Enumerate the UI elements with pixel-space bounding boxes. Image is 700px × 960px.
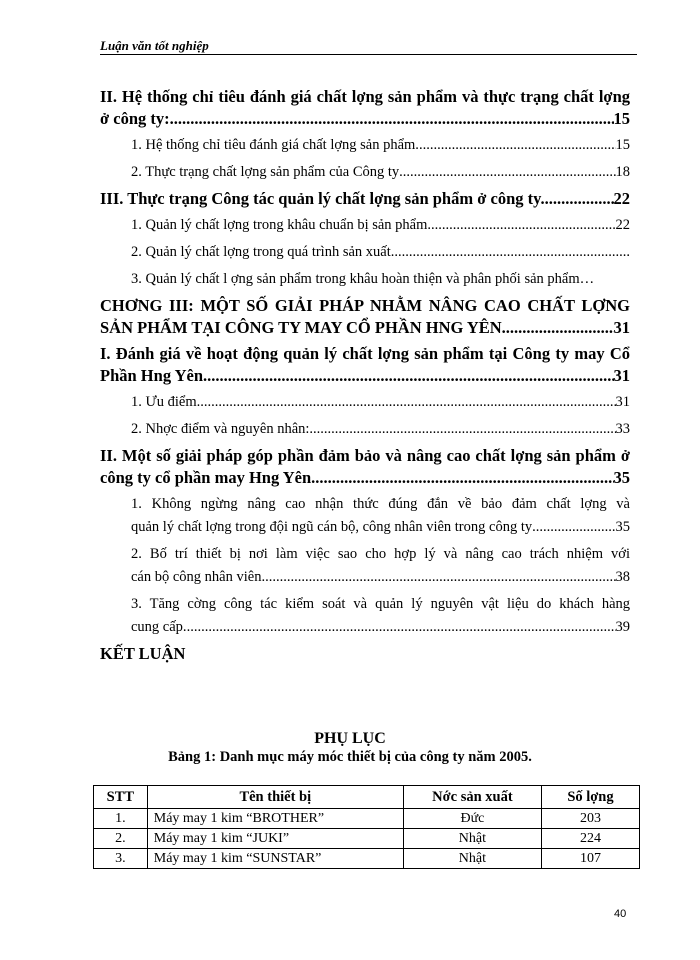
- toc-entry: [100, 188, 630, 210]
- table-cell: 1.: [94, 809, 148, 829]
- table-row: [94, 829, 640, 849]
- column-header: STT: [94, 786, 148, 809]
- toc-leader-dots: [311, 467, 613, 489]
- table-cell: 224: [541, 829, 639, 849]
- toc-entry-text: cán bộ công nhân viên.: [131, 569, 266, 585]
- table-cell: Máy may 1 kim “JUKI”: [147, 829, 403, 849]
- toc-page-number: 38: [615, 569, 630, 585]
- toc-entry-text: quản lý chất lợng trong đội ngũ cán bộ, công nhân viên trong công ty: [131, 519, 533, 535]
- toc-entry-text: 2. Bố trí thiết bị nơi làm việc sao cho hợp lý và nâng cao trách nhiệm với: [131, 546, 630, 562]
- toc-entry: [100, 391, 630, 414]
- toc-entry-line: [100, 108, 630, 130]
- toc-entry-line: [100, 365, 630, 387]
- toc-entry-line: [100, 214, 630, 237]
- table-row: [94, 849, 640, 869]
- toc-entry-text: 3. Tăng cờng công tác kiểm soát và quản lý nguyên vật liệu do khách hàng: [131, 596, 630, 612]
- toc-page-number: 15: [613, 109, 630, 128]
- toc-entry-text: ở công ty:: [100, 109, 170, 128]
- toc-entry-line: [100, 566, 630, 589]
- toc-entry-text: 1. Hệ thống chỉ tiêu đánh giá chất lợng sản phẩm.: [131, 137, 419, 153]
- toc-page-number: 18: [615, 164, 630, 180]
- toc-entry-line: [100, 161, 630, 184]
- toc-entry-text: 2. Nhợc điểm và nguyên nhân:: [131, 421, 310, 437]
- toc-entry-line: [100, 188, 630, 210]
- column-header: Tên thiết bị: [147, 786, 403, 809]
- toc-page-number: 22: [615, 217, 630, 233]
- table-cell: Máy may 1 kim “SUNSTAR”: [147, 849, 403, 869]
- table-cell: Máy may 1 kim “BROTHER”: [147, 809, 403, 829]
- running-header: Luận văn tốt nghiệp: [100, 38, 209, 53]
- toc-entry-text: 1. Ưu điểm: [131, 394, 197, 410]
- equipment-table: [93, 785, 640, 869]
- toc-entry: [100, 418, 630, 441]
- table-cell: 107: [541, 849, 639, 869]
- toc-entry: [100, 86, 630, 130]
- toc-leader-dots: [532, 516, 615, 539]
- table-cell: Nhật: [403, 829, 541, 849]
- header-rule: [100, 54, 637, 55]
- toc-page-number: 31: [613, 366, 630, 385]
- table-row: [94, 809, 640, 829]
- appendix-title: PHỤ LỤC: [314, 730, 386, 747]
- toc-entry-text: II. Một số giải pháp góp phần đảm bảo và nâng cao chất lợng sản phẩm ở: [100, 446, 630, 465]
- toc-entry-text: 3. Quản lý chất l ợng sản phẩm trong khâu hoàn thiện và phân phối sản phẩm…: [131, 271, 595, 287]
- toc-leader-dots: [170, 108, 614, 130]
- toc-page-number: 31: [615, 394, 630, 410]
- table-cell: 2.: [94, 829, 148, 849]
- toc-entry-line: [100, 467, 630, 489]
- toc-entry-text: SẢN PHẨM TẠI CÔNG TY MAY CỔ PHẦN HNG YÊN: [100, 318, 502, 337]
- toc-entry-text: cung cấp.: [131, 619, 187, 635]
- toc-entry: [100, 241, 630, 264]
- table-of-contents: [100, 86, 630, 665]
- column-header: Nớc sản xuất: [403, 786, 541, 809]
- toc-entry: [100, 543, 630, 589]
- toc-leader-dots: [502, 317, 614, 339]
- toc-entry-text: 1. Không ngừng nâng cao nhận thức đúng đắn về bảo đảm chất lợng và: [131, 496, 630, 512]
- toc-entry: [100, 214, 630, 237]
- toc-page-number: 35: [615, 519, 630, 535]
- toc-entry-line: [100, 134, 630, 157]
- column-header: Số lợng: [541, 786, 639, 809]
- toc-entry-text: công ty cổ phần may Hng Yên: [100, 468, 312, 487]
- toc-entry-line: [100, 418, 630, 441]
- toc-leader-dots: [309, 418, 615, 441]
- toc-entry-text: 2. Thực trạng chất lợng sản phẩm của Công ty: [131, 164, 400, 180]
- toc-page-number: 39: [615, 619, 630, 635]
- toc-leader-dots: [399, 161, 615, 184]
- toc-page-number: 22: [613, 189, 630, 208]
- toc-leader-dots: [265, 566, 615, 589]
- toc-entry-text: CHƠNG III: MỘT SỐ GIẢI PHÁP NHẰM NÂNG CAO CHẤT LỢNG: [100, 296, 630, 315]
- toc-entry: [100, 445, 630, 489]
- table-cell: Đức: [403, 809, 541, 829]
- toc-entry: [100, 493, 630, 539]
- toc-leader-dots: [197, 391, 616, 414]
- toc-leader-dots: [187, 616, 616, 639]
- toc-entry: [100, 343, 630, 387]
- page-number: 40: [614, 908, 627, 920]
- toc-entry: [100, 134, 630, 157]
- toc-entry-text: 1. Quản lý chất lợng trong khâu chuẩn bị sản phẩm: [131, 217, 428, 233]
- toc-entry: [100, 593, 630, 639]
- toc-page-number: 35: [613, 468, 630, 487]
- toc-entry-text: 2. Quản lý chất lợng trong quá trình sản xuất: [131, 244, 391, 260]
- toc-entry-line: [100, 317, 630, 339]
- toc-entry-line: [100, 616, 630, 639]
- table-cell: 3.: [94, 849, 148, 869]
- toc-entry: [100, 268, 630, 291]
- toc-entry-text: Phần Hng Yên: [100, 366, 203, 385]
- table-cell: Nhật: [403, 849, 541, 869]
- toc-page-number: 15: [615, 137, 630, 153]
- toc-entry: [100, 643, 630, 665]
- table-cell: 203: [541, 809, 639, 829]
- toc-entry: [100, 295, 630, 339]
- toc-leader-dots: [427, 214, 615, 237]
- toc-page-number: 31: [613, 318, 630, 337]
- toc-entry-text: III. Thực trạng Công tác quản lý chất lợng sản phẩm ở công ty.: [100, 189, 545, 208]
- toc-entry-text: II. Hệ thống chỉ tiêu đánh giá chất lợng sản phẩm và thực trạng chất lợng: [100, 87, 630, 106]
- toc-entry-text: KẾT LUẬN: [100, 644, 186, 663]
- toc-page-number: 33: [615, 421, 630, 437]
- toc-leader-dots: [545, 188, 614, 210]
- toc-leader-dots: [419, 134, 616, 157]
- appendix-subtitle: Bảng 1: Danh mục máy móc thiết bị của công ty năm 2005.: [168, 749, 532, 765]
- table-header-row: [94, 786, 640, 809]
- toc-leader-dots: [391, 241, 630, 264]
- toc-entry-text: I. Đánh giá về hoạt động quản lý chất lợng sản phẩm tại Công ty may Cổ: [100, 344, 630, 363]
- toc-entry-line: [100, 391, 630, 414]
- toc-leader-dots: [203, 365, 614, 387]
- toc-entry-line: [100, 516, 630, 539]
- toc-entry: [100, 161, 630, 184]
- toc-entry-line: [100, 241, 630, 264]
